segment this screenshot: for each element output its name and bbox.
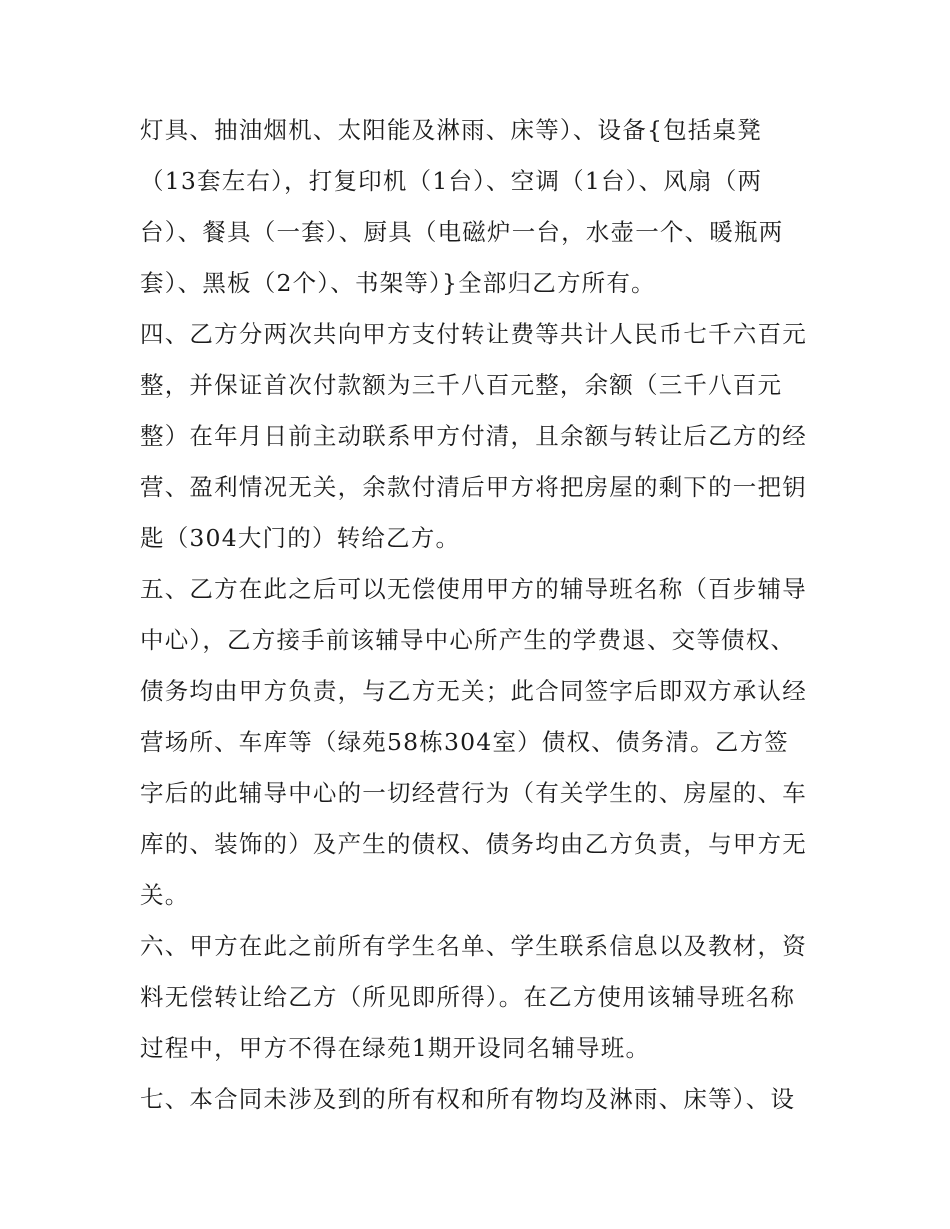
text-line: 灯具、抽油烟机、太阳能及淋雨、床等）、设备{包括桌凳: [140, 116, 762, 144]
text-line: 四、乙方分两次共向甲方支付转让费等共计人民币七千六百元: [140, 320, 807, 348]
text-line: 营场所、车库等（绿苑58栋304室）债权、债务清。乙方签: [140, 728, 789, 756]
text-line: 字后的此辅导中心的一切经营行为（有关学生的、房屋的、车: [140, 779, 807, 807]
text-line: 中心），乙方接手前该辅导中心所产生的学费退、交等债权、: [140, 626, 796, 654]
text-line: 料无偿转让给乙方（所见即所得）。在乙方使用该辅导班名称: [140, 983, 796, 1011]
text-line: 五、乙方在此之后可以无偿使用甲方的辅导班名称（百步辅导: [140, 575, 807, 603]
text-line: （13套左右），打复印机（1台）、空调（1台）、风扇（两: [140, 167, 763, 195]
text-line: 匙（304大门的）转给乙方。: [140, 524, 461, 552]
text-line: 营、盈利情况无关，余款付清后甲方将把房屋的剩下的一把钥: [140, 473, 807, 501]
text-line: 台）、餐具（一套）、厨具（电磁炉一台，水壶一个、暖瓶两: [140, 218, 784, 246]
text-line: 债务均由甲方负责，与乙方无关；此合同签字后即双方承认经: [140, 677, 807, 705]
text-line: 关。: [140, 881, 190, 909]
text-line: 库的、装饰的）及产生的债权、债务均由乙方负责，与甲方无: [140, 830, 807, 858]
text-line: 整，并保证首次付款额为三千八百元整，余额（三千八百元: [140, 371, 783, 399]
text-line: 六、甲方在此之前所有学生名单、学生联系信息以及教材，资: [140, 932, 807, 960]
text-line: 套）、黑板（2个）、书架等）}全部归乙方所有。: [140, 269, 656, 297]
document-body: [140, 105, 816, 1125]
text-line: 整）在年月日前主动联系甲方付清，且余额与转让后乙方的经: [140, 422, 807, 450]
text-line: 过程中，甲方不得在绿苑1期开设同名辅导班。: [140, 1034, 651, 1062]
text-line: 七、本合同未涉及到的所有权和所有物均及淋雨、床等）、设: [140, 1085, 796, 1113]
